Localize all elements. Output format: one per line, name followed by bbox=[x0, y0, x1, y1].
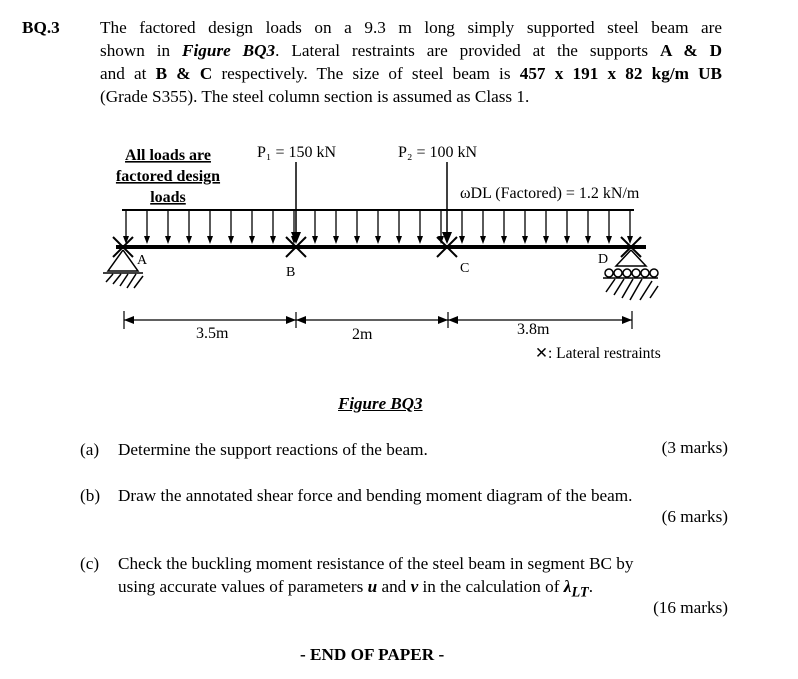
note-line-1: All loads are bbox=[125, 147, 211, 164]
udl-arrow-head bbox=[417, 236, 423, 244]
beam-size: 457 x 191 x 82 kg/m UB bbox=[519, 64, 722, 83]
note-line-3: loads bbox=[150, 189, 186, 206]
udl-arrow-head bbox=[228, 236, 234, 244]
span-ab: 3.5m bbox=[196, 325, 229, 342]
udl-arrow-head bbox=[312, 236, 318, 244]
udl-arrow-head bbox=[480, 236, 486, 244]
udl-arrow-head bbox=[501, 236, 507, 244]
udl-arrow-head bbox=[396, 236, 402, 244]
udl-load bbox=[122, 209, 634, 244]
udl-arrow-head bbox=[459, 236, 465, 244]
roller-support-d-icon bbox=[603, 250, 658, 300]
udl-arrow-head bbox=[606, 236, 612, 244]
label-d: D bbox=[598, 252, 609, 267]
udl-arrow-head bbox=[207, 236, 213, 244]
part-a-marks: (3 marks) bbox=[661, 438, 728, 457]
param-v: v bbox=[410, 577, 419, 596]
text-run: . Lateral restraints are provided at the supports bbox=[275, 41, 660, 60]
udl-arrow-head bbox=[375, 236, 381, 244]
text-run: respectively. The size of steel beam is bbox=[212, 64, 520, 83]
restraints-bc: B & C bbox=[155, 64, 213, 83]
udl-arrow-head bbox=[270, 236, 276, 244]
part-c-line-1: Check the buckling moment resistance of the steel beam in segment BC by bbox=[118, 554, 634, 573]
point-load-p1-arrow bbox=[291, 162, 301, 244]
part-a-label: (a) bbox=[80, 440, 100, 459]
udl-arrow-head bbox=[186, 236, 192, 244]
text-run: and bbox=[377, 577, 411, 596]
part-a-text: Determine the support reactions of the beam. bbox=[118, 440, 428, 459]
figure-caption: Figure BQ3 bbox=[338, 394, 423, 413]
part-b-text: Draw the annotated shear force and bending moment diagram of the beam. bbox=[118, 486, 633, 505]
udl-arrow-head bbox=[354, 236, 360, 244]
udl-arrow-head bbox=[333, 236, 339, 244]
beam bbox=[116, 245, 646, 249]
p2-label: P₂ = 100 kN bbox=[398, 144, 478, 161]
p1-label: P₁ = 150 kN bbox=[257, 144, 337, 161]
figure-reference: Figure BQ3 bbox=[182, 41, 276, 60]
text-run: . bbox=[588, 577, 593, 596]
lambda-symbol: λ bbox=[563, 577, 572, 596]
question-line-1: The factored design loads on a 9.3 m long simply supported steel beam are bbox=[100, 18, 722, 37]
text-run: using accurate values of parameters bbox=[118, 577, 368, 596]
restraint-legend: ✕: Lateral restraints bbox=[535, 345, 661, 362]
udl-arrows bbox=[123, 211, 633, 244]
udl-arrow-head bbox=[522, 236, 528, 244]
text-run: and at bbox=[100, 64, 156, 83]
lambda-subscript: LT bbox=[571, 584, 589, 601]
text-run: shown in bbox=[100, 41, 183, 60]
end-of-paper: - END OF PAPER - bbox=[300, 645, 445, 664]
udl-arrow-head bbox=[543, 236, 549, 244]
label-c: C bbox=[460, 261, 470, 276]
point-load-p2-arrow bbox=[442, 162, 452, 244]
part-c-line-2 bbox=[118, 575, 593, 604]
udl-arrow-head bbox=[165, 236, 171, 244]
part-c-marks: (16 marks) bbox=[653, 598, 728, 617]
label-b: B bbox=[286, 265, 296, 280]
span-bc: 2m bbox=[352, 326, 373, 343]
question-line-4: (Grade S355). The steel column section is assumed as Class 1. bbox=[100, 87, 530, 106]
part-c-label: (c) bbox=[80, 554, 100, 573]
part-b-marks: (6 marks) bbox=[661, 507, 728, 526]
udl-arrow-head bbox=[564, 236, 570, 244]
param-u: u bbox=[367, 577, 378, 596]
supports-ad: A & D bbox=[660, 41, 722, 60]
note-line-2: factored design bbox=[115, 168, 221, 185]
part-b-label: (b) bbox=[80, 486, 101, 505]
label-a: A bbox=[137, 253, 148, 268]
udl-arrow-head bbox=[585, 236, 591, 244]
span-cd: 3.8m bbox=[517, 321, 550, 338]
udl-arrow-head bbox=[249, 236, 255, 244]
text-run: in the calculation of bbox=[418, 577, 564, 596]
question-number: BQ.3 bbox=[22, 18, 60, 37]
udl-arrow-head bbox=[144, 236, 150, 244]
udl-label: ωDL (Factored) = 1.2 kN/m bbox=[460, 185, 640, 202]
